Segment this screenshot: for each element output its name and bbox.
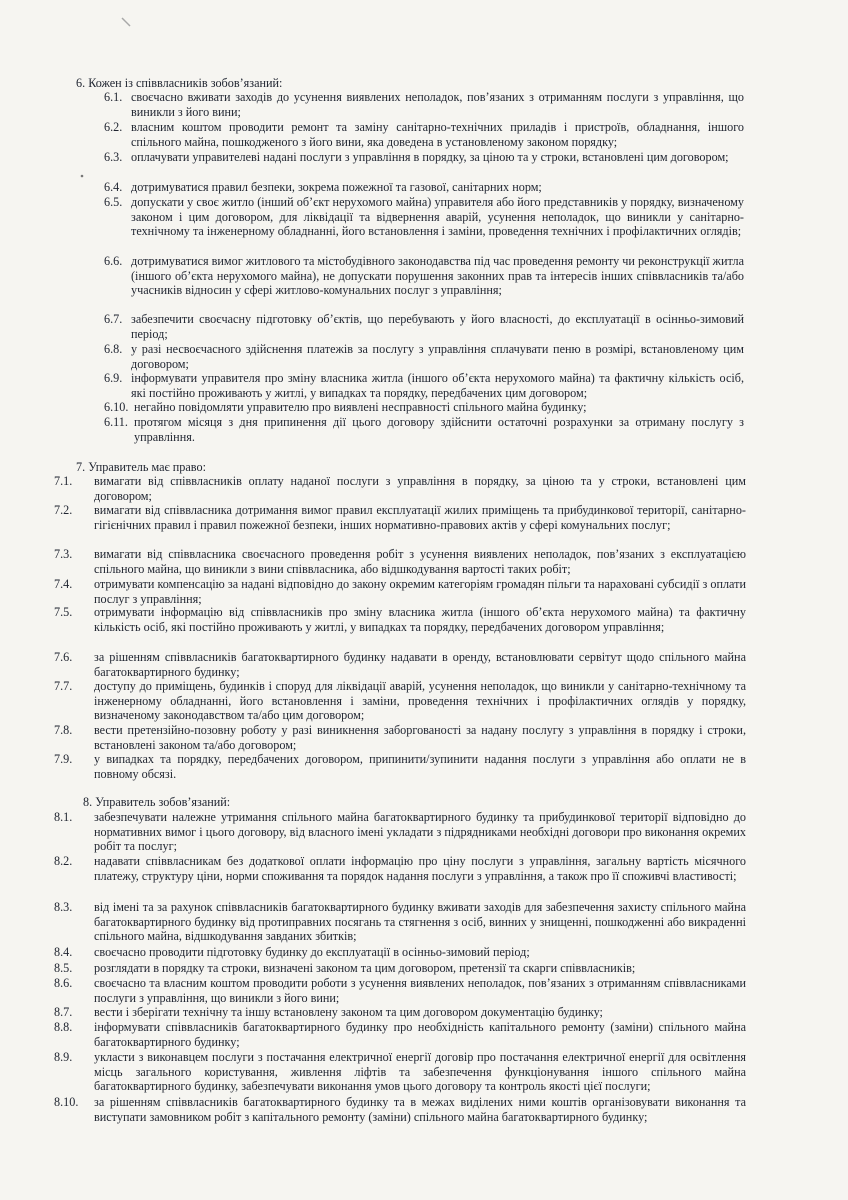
clause-text: доступу до приміщень, будинків і споруд для ліквідації аварій, усунення неполадок, що виникли у санітарно-технічному та інженерному обладнанні, його встановлення і заміни, проведення технічних і профілактичних оглядів у порядку, визначеному законодавством та/або цим договором; [94,679,746,723]
clause-text: вимагати від співвласників оплату наданої послуги з управління в порядку, за ціною та у строки, встановлені цим договором; [94,474,746,503]
clause-7-7 [54,679,746,723]
clause-7-3 [54,547,746,576]
clause-number: 7.2. [54,503,73,517]
clause-number: 6.7. [104,312,123,326]
clause-6-2 [104,120,744,149]
clause-7-9 [54,752,746,781]
clause-6-7 [104,312,744,341]
clause-number: 6.5. [104,195,123,209]
clause-8-2 [54,854,746,883]
clause-number: 8.5. [54,961,73,975]
clause-text: забезпечувати належне утримання спільного майна багатоквартирного будинку та прибудинкової території відповідно до нормативних вимог і цього договору, від власного імені укладати з підрядниками необхідні договори про виконання окремих робіт та послуг; [94,810,746,854]
clause-text: вимагати від співвласника дотримання вимог правил експлуатації жилих приміщень та прибудинкової території, санітарно-гігієнічних правил і правил пожежної безпеки, інших нормативно-правових актів у сфері комунальних послуг; [94,503,746,532]
clause-6-1 [104,90,744,119]
section-8-title: 8. Управитель зобов’язаний: [83,795,231,809]
clause-6-6 [104,254,744,298]
clause-number: 8.2. [54,854,73,868]
clause-text: отримувати компенсацію за надані відповідно до закону окремим категоріям громадян пільги та нараховані субсидії з оплати послуг з управління; [94,577,746,606]
clause-number: 8.9. [54,1050,73,1064]
clause-text: допускати у своє житло (інший об’єкт нерухомого майна) управителя або його представників у порядку, визначеному законом і цим договором, для ліквідації та відвернення аварій, усунення неполадок, що виникли у санітарно-технічному та інженерному обладнанні, його встановлення і заміни, проведення технічних і профілактичних оглядів; [131,195,744,239]
clause-number: 6.6. [104,254,123,268]
clause-text: за рішенням співвласників багатоквартирного будинку надавати в оренду, встановлювати сервітут щодо спільного майна багатоквартирного будинку; [94,650,746,679]
clause-8-9 [54,1050,746,1094]
clause-text: своєчасно та власним коштом проводити роботи з усунення виявлених неполадок, пов’язаних з отриманням співвласниками послуги з управління, що виникли з його вини; [94,976,746,1005]
clause-text: укласти з виконавцем послуги з постачання електричної енергії договір про постачання електричної енергії для освітлення місць загального користування, живлення ліфтів та забезпечення функціонування іншого спільного майна багатоквартирного будинку, забезпечувати виконання умов цього договору та контроль якості цієї послуги; [94,1050,746,1094]
clause-number: 7.7. [54,679,73,693]
clause-number: 6.10. [104,400,129,414]
clause-number: 6.8. [104,342,123,356]
clause-number: 6.11. [104,415,128,429]
clause-text: у разі несвоєчасного здійснення платежів за послугу з управління сплачувати пеню в розмірі, встановленому цим договором; [131,342,744,371]
clause-text: вести і зберігати технічну та іншу встановлену законом та цим договором документацію будинку; [94,1005,603,1019]
clause-8-10 [54,1095,746,1124]
clause-text: отримувати інформацію від співвласників про зміну власника житла (іншого об’єкта нерухомого майна) та фактичну кількість осіб, які постійно проживають у житлі, у випадках та порядку, передбачених договором управління; [94,605,746,634]
clause-number: 8.10. [54,1095,79,1109]
clause-text: надавати співвласникам без додаткової оплати інформацію про ціну послуги з управління, загальну вартість місячного платежу, структуру ціни, норми споживання та порядок надання послуги з управління, а також про її споживчі властивості; [94,854,746,883]
clause-text: негайно повідомляти управителю про виявлені несправності спільного майна будинку; [134,400,587,414]
clause-6-4 [104,180,744,195]
clause-6-11 [104,415,744,444]
clause-8-5 [54,961,746,976]
clause-8-7 [54,1005,746,1020]
clause-text: від імені та за рахунок співвласників багатоквартирного будинку вживати заходів для забезпечення захисту спільного майна багатоквартирного будинку від протиправних посягань та стягнення з осіб, винних у знищенні, пошкодженні або викраденні спільного майна, відшкодування завданих збитків; [94,900,746,944]
clause-text: інформувати співвласників багатоквартирного будинку про необхідність капітального ремонту (заміни) спільного майна багатоквартирного будинку; [94,1020,746,1049]
clause-text: вести претензійно-позовну роботу у разі виникнення заборгованості за надану послугу з управління в порядку і строки, встановлені законом та/або договором; [94,723,746,752]
clause-number: 7.6. [54,650,73,664]
clause-number: 8.6. [54,976,73,990]
clause-text: за рішенням співвласників багатоквартирного будинку та в межах виділених ними коштів організовувати виконання та виступати замовником робіт з капітального ремонту (заміни) спільного майна багатоквартирного будинку; [94,1095,746,1124]
clause-7-4 [54,577,746,606]
clause-7-1 [54,474,746,503]
clause-text: протягом місяця з дня припинення дії цього договору здійснити остаточні розрахунки за отриману послугу з управління. [134,415,744,444]
clause-7-2 [54,503,746,532]
clause-text: у випадках та порядку, передбачених договором, припинити/зупинити надання послуги з управління або оплати не в повному обсязі. [94,752,746,781]
clause-text: дотримуватися вимог житлового та містобудівного законодавства під час проведення ремонту чи реконструкції житла (іншого об’єкта нерухомого майна), не допускати порушення законних прав та інтересів інших співвласників та/або учасників відносин у сфері житлово-комунальних послуг з управління; [131,254,744,298]
clause-number: 7.1. [54,474,73,488]
clause-number: 6.9. [104,371,123,385]
clause-text: дотримуватися правил безпеки, зокрема пожежної та газової, санітарних норм; [131,180,542,194]
clause-number: 7.9. [54,752,73,766]
clause-number: 7.4. [54,577,73,591]
section-7-title: 7. Управитель має право: [76,460,206,474]
clause-6-10 [104,400,744,415]
clause-number: 8.4. [54,945,73,959]
clause-8-8 [54,1020,746,1049]
clause-text: оплачувати управителеві надані послуги з управління в порядку, за ціною та у строки, встановлені цим договором; [131,150,729,164]
clause-8-4 [54,945,746,960]
clause-number: 6.3. [104,150,123,164]
clause-6-9 [104,371,744,400]
clause-7-6 [54,650,746,679]
section-6-title: 6. Кожен із співвласників зобов’язаний: [76,76,283,90]
clause-8-3 [54,900,746,944]
clause-number: 6.2. [104,120,123,134]
clause-number: 6.1. [104,90,123,104]
clause-number: 8.3. [54,900,73,914]
clause-number: 8.8. [54,1020,73,1034]
clause-8-6 [54,976,746,1005]
clause-7-5 [54,605,746,634]
clause-text: своєчасно вживати заходів до усунення виявлених неполадок, пов’язаних з отриманням послуги з управління, що виникли з його вини; [131,90,744,119]
clause-number: 7.5. [54,605,73,619]
clause-6-3 [104,150,744,165]
clause-text: своєчасно проводити підготовку будинку до експлуатації в осінньо-зимовий період; [94,945,530,959]
clause-6-8 [104,342,744,371]
clause-text: забезпечити своєчасну підготовку об’єктів, що перебувають у його власності, до експлуатації в осінньо-зимовий період; [131,312,744,341]
clause-7-8 [54,723,746,752]
clause-number: 7.3. [54,547,73,561]
clause-text: власним коштом проводити ремонт та заміну санітарно-технічних приладів і пристроїв, обладнання, іншого спільного майна, пошкодженого з його вини, яка доведена в установленому законом порядку; [131,120,744,149]
clause-text: розглядати в порядку та строки, визначені законом та цим договором, претензії та скарги співвласників; [94,961,636,975]
clause-8-1 [54,810,746,854]
clause-6-5 [104,195,744,239]
clause-number: 6.4. [104,180,123,194]
clause-number: 8.7. [54,1005,73,1019]
clause-number: 8.1. [54,810,73,824]
clause-number: 7.8. [54,723,73,737]
clause-text: вимагати від співвласника своєчасного проведення робіт з усунення виявлених неполадок, пов’язаних з експлуатацією спільного майна, що виникли з вини співвласника, або відшкодування вартості таких робіт; [94,547,746,576]
clause-text: інформувати управителя про зміну власника житла (іншого об’єкта нерухомого майна) та фактичну кількість осіб, які постійно проживають у житлі, у випадках та порядку, передбачених цим договором; [131,371,744,400]
